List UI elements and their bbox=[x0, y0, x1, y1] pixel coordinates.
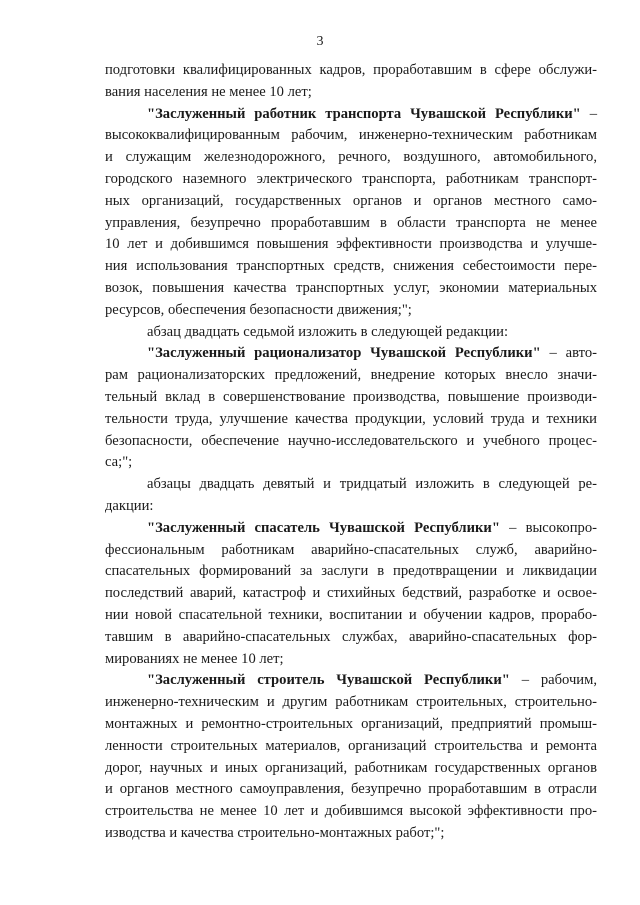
text-line bbox=[105, 649, 597, 671]
body-text: строительства не менее 10 лет и добившимся высокой эффективности про- bbox=[105, 803, 597, 820]
body-text: нии новой спасательной техники, воспитании и обучении кадров, прорабо- bbox=[105, 606, 597, 623]
text-line bbox=[105, 365, 597, 387]
body-text: изводства и качества строительно-монтажных работ;"; bbox=[105, 824, 445, 841]
bold-title-text: "Заслуженный спасатель Чувашской Республики" bbox=[147, 519, 500, 536]
body-text: монтажных и ремонтно-строительных организаций, предприятий промыш- bbox=[105, 715, 597, 732]
body-text: дакции: bbox=[105, 497, 154, 514]
body-text: и органов местного самоуправления, безупречно проработавшим в отрасли bbox=[105, 781, 597, 798]
text-line bbox=[105, 256, 597, 278]
document-body bbox=[105, 60, 597, 845]
body-text: – рабочим, bbox=[509, 672, 597, 689]
body-text: – авто- bbox=[540, 345, 597, 362]
body-text: последствий аварий, катастроф и стихийных бедствий, разработке и освое- bbox=[105, 585, 597, 602]
body-text: абзацы двадцать девятый и тридцатый изложить в следующей ре- bbox=[147, 476, 597, 493]
body-text: рам рационализаторских предложений, внедрение которых внесло значи- bbox=[105, 367, 597, 384]
body-text: городского наземного электрического транспорта, работникам транспорт- bbox=[105, 170, 597, 187]
body-text: ленности строительных материалов, организаций строительства и ремонта bbox=[105, 737, 597, 754]
text-line bbox=[105, 125, 597, 147]
bold-title-text: "Заслуженный строитель Чувашской Республики" bbox=[147, 672, 510, 689]
body-text: абзац двадцать седьмой изложить в следующей редакции: bbox=[147, 323, 509, 340]
text-line bbox=[105, 627, 597, 649]
body-text: инженерно-техническим и другим работникам строительных, строительно- bbox=[105, 694, 597, 711]
text-line bbox=[105, 343, 597, 365]
text-line bbox=[105, 779, 597, 801]
body-text: тельности труда, улучшение качества продукции, условий труда и техники bbox=[105, 410, 597, 427]
text-line bbox=[105, 147, 597, 169]
text-line bbox=[105, 409, 597, 431]
text-line bbox=[105, 169, 597, 191]
page-number: 3 bbox=[316, 34, 324, 49]
body-text: ресурсов, обеспечения безопасности движения;"; bbox=[105, 301, 412, 318]
text-line bbox=[105, 518, 597, 540]
body-text: подготовки квалифицированных кадров, проработавшим в сфере обслужи- bbox=[105, 62, 597, 78]
body-text: 10 лет и добившимся повышения эффективности производства и улучше- bbox=[105, 236, 597, 253]
body-text: тельный вклад в совершенствование производства, повышение производи- bbox=[105, 388, 597, 405]
text-line bbox=[105, 758, 597, 780]
body-text: дорог, научных и иных организаций, работникам государственных органов bbox=[105, 759, 597, 776]
text-line bbox=[105, 300, 597, 322]
text-line bbox=[105, 474, 597, 496]
text-line bbox=[105, 605, 597, 627]
text-line bbox=[105, 104, 597, 126]
text-line bbox=[105, 496, 597, 518]
text-line bbox=[105, 322, 597, 344]
text-line bbox=[105, 431, 597, 453]
body-text: тавшим в аварийно-спасательных службах, аварийно-спасательных фор- bbox=[105, 628, 597, 645]
body-text: вания населения не менее 10 лет; bbox=[105, 83, 312, 100]
body-text: мированиях не менее 10 лет; bbox=[105, 650, 284, 667]
body-text: возок, повышения качества транспортных услуг, экономии материальных bbox=[105, 279, 597, 296]
text-line bbox=[105, 540, 597, 562]
text-line bbox=[105, 736, 597, 758]
body-text: – высокопро- bbox=[499, 519, 597, 536]
text-line bbox=[105, 234, 597, 256]
text-line bbox=[105, 561, 597, 583]
body-text: управления, безупречно проработавшим в области транспорта не менее bbox=[105, 214, 597, 231]
body-text: фессиональным работникам аварийно-спасательных служб, аварийно- bbox=[105, 541, 597, 558]
body-text: ния использования транспортных средств, снижения себестоимости пере- bbox=[105, 258, 597, 275]
body-text: безопасности, обеспечение научно-исследовательского и учебного процес- bbox=[105, 432, 597, 449]
text-line bbox=[105, 692, 597, 714]
text-line bbox=[105, 823, 597, 845]
text-line bbox=[105, 278, 597, 300]
body-text: ных организаций, государственных органов и органов местного само- bbox=[105, 192, 597, 209]
text-line bbox=[105, 452, 597, 474]
text-line bbox=[105, 191, 597, 213]
text-line bbox=[105, 213, 597, 235]
text-line bbox=[105, 714, 597, 736]
body-text: са;"; bbox=[105, 454, 133, 471]
text-line bbox=[105, 82, 597, 104]
text-line bbox=[105, 670, 597, 692]
text-line bbox=[105, 583, 597, 605]
body-text: и служащим железнодорожного, речного, воздушного, автомобильного, bbox=[105, 149, 597, 166]
text-line bbox=[105, 60, 597, 82]
text-line bbox=[105, 387, 597, 409]
body-text: спасательных формирований за заслуги в предотвращении и ликвидации bbox=[105, 563, 597, 580]
bold-title-text: "Заслуженный рационализатор Чувашской Республики" bbox=[147, 345, 541, 362]
bold-title-text: "Заслуженный работник транспорта Чувашской Республики" bbox=[147, 105, 581, 122]
body-text: высококвалифицированным рабочим, инженерно-техническим работникам bbox=[105, 127, 597, 144]
text-line bbox=[105, 801, 597, 823]
body-text: – bbox=[580, 105, 597, 122]
